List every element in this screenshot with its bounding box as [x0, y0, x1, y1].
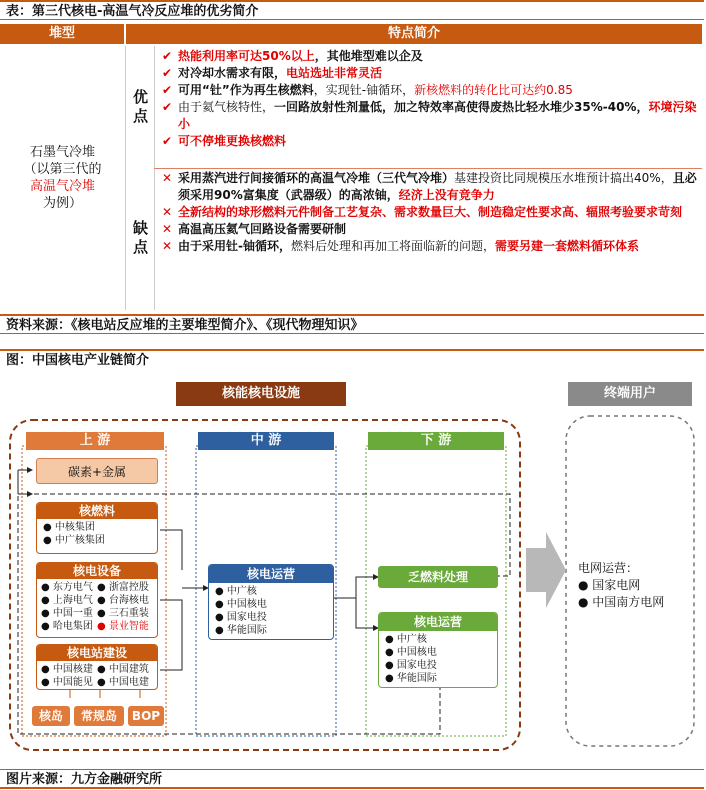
construction-title: 核电站建设 — [37, 645, 157, 661]
upstream-label: 上 游 — [26, 432, 164, 450]
company-item: ● 中国核电 — [215, 599, 267, 610]
mid-ops-box — [208, 564, 334, 640]
check-icon: ✔ — [162, 83, 173, 97]
fuel-list — [37, 519, 157, 549]
advantage-item — [160, 82, 700, 99]
sub-box-conventional-island: 常规岛 — [74, 706, 124, 726]
company-item: ● 中国一重 — [41, 608, 93, 619]
sub-box-nuclear-island: 核岛 — [32, 706, 70, 726]
company-item: ● 国家电投 — [385, 660, 437, 671]
item-text: 新核燃料的转化比可达约0.85 — [414, 83, 573, 97]
disadvantage-item — [160, 170, 700, 204]
item-text: 可不停堆更换核燃料 — [178, 134, 287, 148]
company-item: ● 中国核建 — [41, 664, 93, 675]
grid-ops-box — [578, 560, 690, 620]
advantage-item — [160, 99, 700, 133]
disadvantage-item — [160, 204, 700, 221]
cross-icon: ✕ — [162, 239, 173, 253]
figure-title: 图：中国核电产业链简介 — [0, 349, 704, 369]
item-text: ，实现钍-铀循环， — [313, 83, 415, 97]
company-item: ● 中国南方电网 — [578, 595, 665, 609]
item-text: 由于采用钍-铀循环， — [178, 239, 291, 253]
fuel-box — [36, 502, 158, 554]
item-text: 且必须采用90%富集度（武器级）的高浓铀， — [178, 171, 697, 202]
company-item: ● 中国建筑 — [97, 664, 149, 675]
item-text: 一回路放射性剂量低，加之特效率高使得废热比轻水堆少35%-40%， — [274, 100, 649, 114]
item-text: 环境污染小 — [178, 100, 697, 131]
reactor-line-3: 高温气冷堆 — [29, 179, 95, 194]
advantage-item — [160, 48, 700, 65]
reactor-line-1: 石墨气冷堆 — [29, 145, 95, 160]
item-text: 由于氦气核特性， — [178, 100, 275, 114]
item-text: 对冷却水需求有限， — [178, 66, 287, 80]
company-item: ● 中广核集团 — [43, 535, 105, 546]
disadvantages-label: 缺点 — [131, 220, 149, 258]
advantage-item — [160, 65, 700, 82]
equipment-list — [37, 579, 157, 635]
item-text: 电站选址非常灵活 — [286, 66, 383, 80]
company-item: ● 浙富控股 — [97, 582, 149, 593]
company-item: ● 景业智能 — [97, 621, 149, 632]
equipment-box — [36, 562, 158, 638]
figure-source: 图片来源：九方金融研究所 — [0, 769, 704, 789]
table-title: 表：第三代核电-高温气冷反应堆的优劣简介 — [0, 0, 704, 20]
col-header-features: 特点简介 — [126, 24, 702, 44]
company-item: ● 中广核 — [215, 586, 257, 597]
company-item: ● 台海核电 — [97, 595, 149, 606]
company-item: ● 华能国际 — [215, 625, 267, 636]
item-text: 热能利用率可达50%以上 — [178, 49, 315, 63]
disadvantage-item — [160, 221, 700, 238]
cross-icon: ✕ — [162, 222, 173, 236]
construction-box — [36, 644, 158, 690]
company-item: ● 中国核电 — [385, 647, 437, 658]
fuel-title: 核燃料 — [37, 503, 157, 519]
cross-icon: ✕ — [162, 171, 173, 185]
industry-chain-diagram — [0, 370, 706, 768]
check-icon: ✔ — [162, 134, 173, 148]
item-text: 燃料后处理和再加工将面临新的问题， — [290, 239, 495, 253]
item-text: 需要另建一套燃料循环体系 — [495, 239, 640, 253]
company-item: ● 华能国际 — [385, 673, 437, 684]
company-item: ● 哈电集团 — [41, 621, 93, 632]
sub-box-bop: BOP — [128, 706, 164, 726]
reactor-line-4: 为例） — [42, 196, 82, 211]
advantages-label: 优点 — [131, 89, 149, 127]
downstream-label: 下 游 — [368, 432, 504, 450]
company-item: ● 三石重装 — [97, 608, 149, 619]
facility-label: 核能核电设施 — [176, 382, 346, 406]
advantage-item — [160, 133, 700, 150]
disadvantage-item — [160, 238, 700, 255]
check-icon: ✔ — [162, 100, 173, 114]
company-item: ● 国家电投 — [215, 612, 267, 623]
company-item: ● 中国能见 — [41, 677, 93, 688]
item-text: 可用“钍”作为再生核燃料 — [178, 83, 314, 97]
mid-ops-list — [209, 583, 333, 639]
disadvantages-list — [160, 170, 700, 255]
table-source: 资料来源：《核电站反应堆的主要堆型简介》、《现代物理知识》 — [0, 314, 704, 334]
grid-list — [578, 577, 690, 611]
spent-fuel-box: 乏燃料处理 — [378, 566, 498, 588]
end-user-label: 终端用户 — [568, 382, 692, 406]
section-divider — [154, 168, 702, 169]
check-icon: ✔ — [162, 49, 173, 63]
item-text: 全新结构的球形燃料元件制备工艺复杂、需求数量巨大、制造稳定性要求高、辐照考验要求苛刻 — [178, 205, 683, 219]
item-text: 经济上没有竞争力 — [398, 188, 495, 202]
item-text: 基建投资比同规模压水堆预计搞出40%， — [454, 171, 673, 185]
company-item: ● 东方电气 — [41, 582, 93, 593]
reactor-line-2: （以第三代的 — [23, 162, 102, 177]
reactor-type-cell — [0, 46, 126, 310]
col-header-type: 堆型 — [0, 24, 124, 44]
company-item: ● 中广核 — [385, 634, 427, 645]
item-text: ，其他堆型难以企及 — [314, 49, 423, 63]
carbon-metal-box: 碳素+金属 — [36, 458, 158, 484]
grid-title: 电网运营： — [578, 561, 639, 575]
cross-icon: ✕ — [162, 205, 173, 219]
company-item: ● 国家电网 — [578, 578, 641, 592]
construction-list — [37, 661, 157, 691]
midstream-label: 中 游 — [198, 432, 334, 450]
company-item: ● 中核集团 — [43, 522, 95, 533]
item-text: 高温高压氦气回路设备需要研制 — [178, 222, 347, 236]
mid-ops-title: 核电运营 — [209, 565, 333, 583]
down-ops-list — [379, 631, 497, 687]
advantages-list — [160, 48, 700, 150]
company-item: ● 上海电气 — [41, 595, 93, 606]
company-item: ● 中国电建 — [97, 677, 149, 688]
down-ops-box — [378, 612, 498, 688]
item-text: 采用蒸汽进行间接循环的高温气冷堆（三代气冷堆） — [178, 171, 455, 185]
check-icon: ✔ — [162, 66, 173, 80]
down-ops-title: 核电运营 — [379, 613, 497, 631]
equipment-title: 核电设备 — [37, 563, 157, 579]
